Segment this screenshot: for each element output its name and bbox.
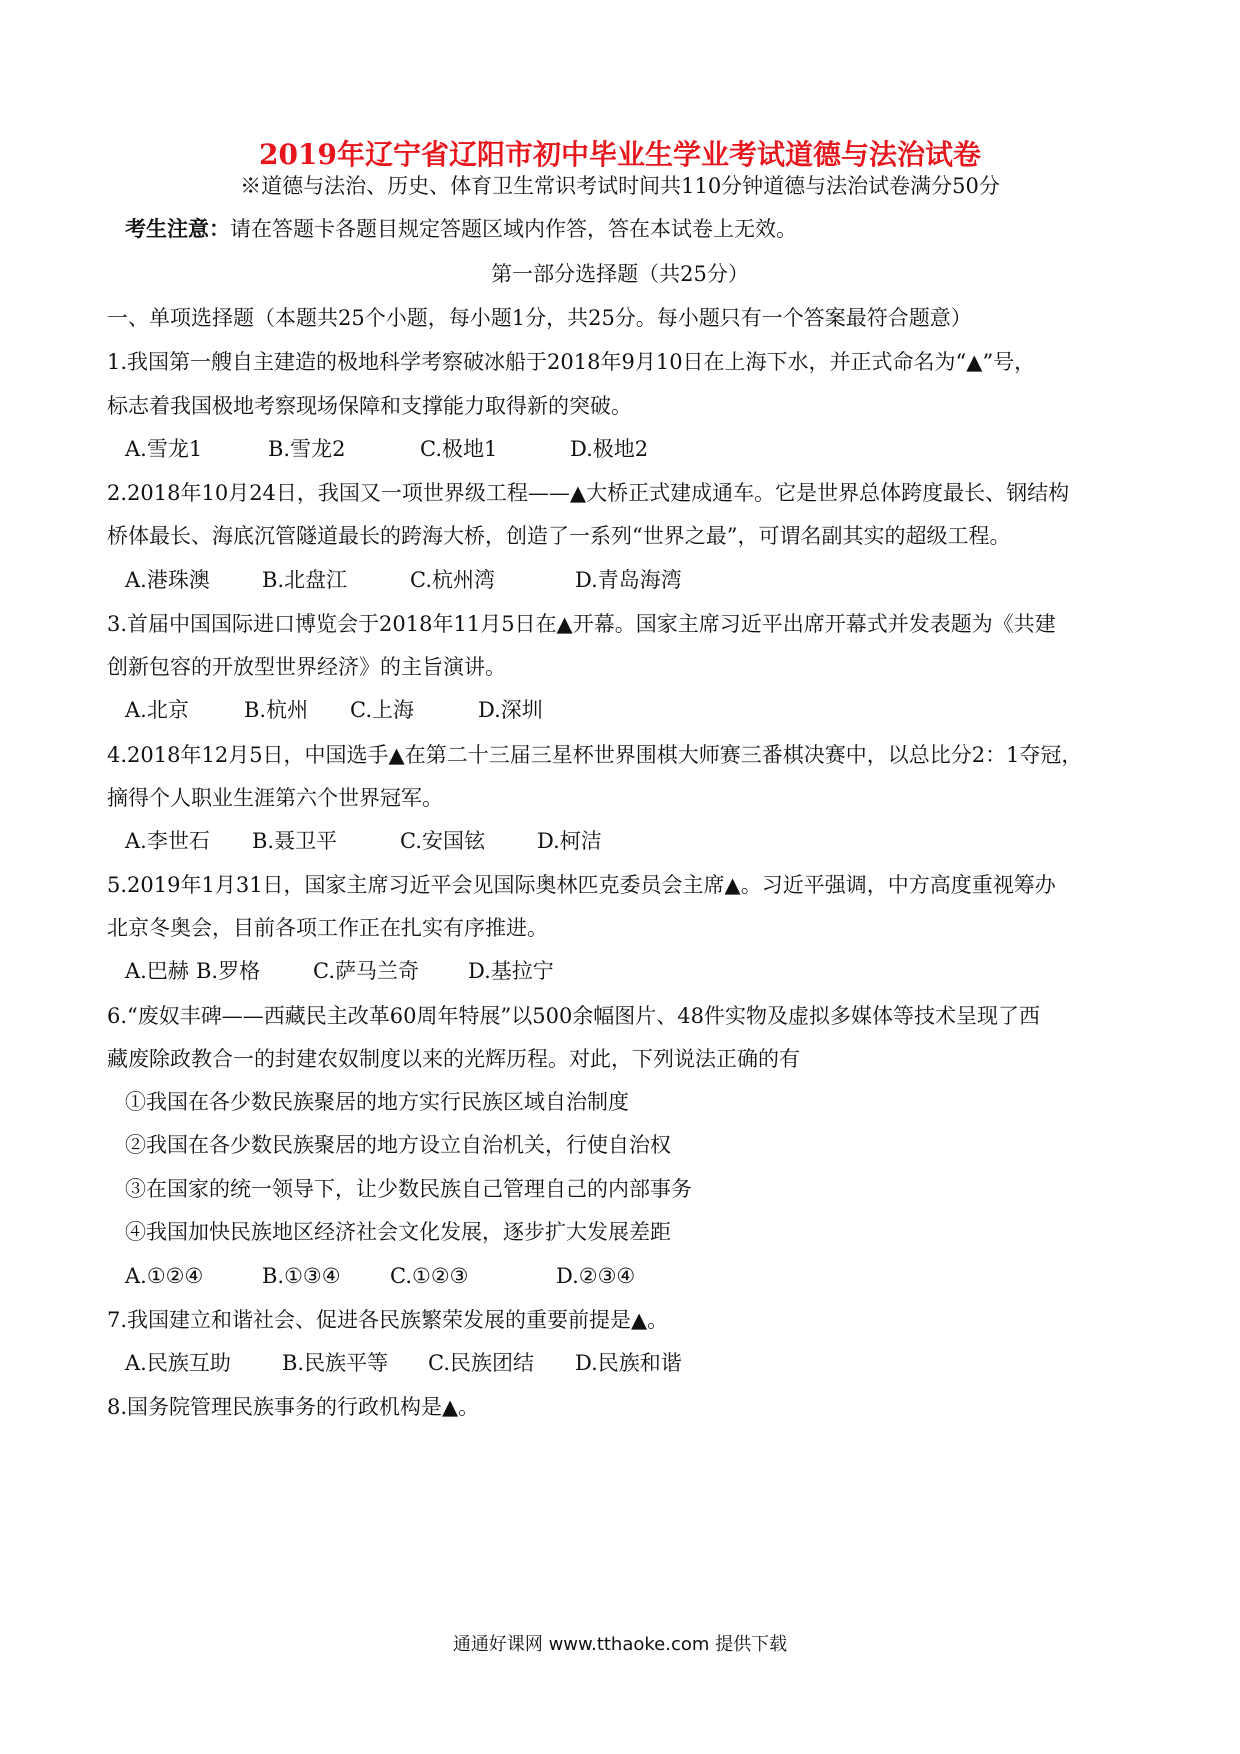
option-c: C.杭州湾 [410, 568, 495, 592]
option-b: B.民族平等 [282, 1351, 389, 1375]
question-4-line-2: 摘得个人职业生涯第六个世界冠军。 [107, 786, 443, 810]
option-c: C.安国铉 [400, 829, 485, 853]
option-b: B.罗格 [196, 959, 261, 983]
question-7-options [0, 1349, 1240, 1377]
question-8-line-1: 8.国务院管理民族事务的行政机构是▲。 [107, 1395, 480, 1419]
section-title: 一、单项选择题（本题共25个小题，每小题1分，共25分。每小题只有一个答案最符合题意） [107, 306, 972, 330]
option-b: B.杭州 [244, 698, 309, 722]
option-a: A.雪龙1 [125, 437, 203, 461]
exam-subtitle: ※道德与法治、历史、体育卫生常识考试时间共110分钟道德与法治试卷满分50分 [240, 174, 1000, 198]
question-3-line-1: 3.首届中国国际进口博览会于2018年11月5日在▲开幕。国家主席习近平出席开幕式并发表题为《共建 [107, 612, 1056, 636]
page-title: 2019年辽宁省辽阳市初中毕业生学业考试道德与法治试卷 [259, 138, 981, 171]
option-a: A.巴赫 [125, 959, 189, 983]
question-5-line-1: 5.2019年1月31日，国家主席习近平会见国际奥林匹克委员会主席▲。习近平强调，中方高度重视筹办 [107, 873, 1056, 897]
option-a: A.李世石 [125, 829, 210, 853]
question-6-line-1: 6.“废奴丰碑——西藏民主改革60周年特展”以500余幅图片、48件实物及虚拟多媒体等技术呈现了西 [107, 1004, 1041, 1028]
option-d: D.②③④ [556, 1264, 636, 1288]
question-6-statement-3: ③在国家的统一领导下，让少数民族自己管理自己的内部事务 [125, 1177, 692, 1201]
question-6-statement-1: ①我国在各少数民族聚居的地方实行民族区域自治制度 [125, 1090, 629, 1114]
question-5-line-2: 北京冬奥会，目前各项工作正在扎实有序推进。 [107, 916, 548, 940]
option-a: A.北京 [125, 698, 189, 722]
question-7-line-1: 7.我国建立和谐社会、促进各民族繁荣发展的重要前提是▲。 [107, 1308, 669, 1332]
option-b: B.雪龙2 [268, 437, 346, 461]
option-a: A.港珠澳 [125, 568, 210, 592]
page-footer: 通通好课网 www.tthaoke.com 提供下载 [452, 1634, 788, 1655]
option-a: A.①②④ [125, 1264, 204, 1288]
notice-text: 请在答题卡各题目规定答题区域内作答，答在本试卷上无效。 [230, 217, 797, 241]
option-c: C.民族团结 [428, 1351, 534, 1375]
option-c: C.萨马兰奇 [313, 959, 419, 983]
option-d: D.深圳 [478, 698, 543, 722]
option-a: A.民族互助 [125, 1351, 231, 1375]
option-d: D.基拉宁 [468, 959, 554, 983]
question-1-options [0, 435, 1240, 463]
notice-label: 考生注意： [125, 216, 230, 241]
question-3-line-2: 创新包容的开放型世界经济》的主旨演讲。 [107, 655, 506, 679]
option-c: C.①②③ [390, 1264, 469, 1288]
option-b: B.①③④ [262, 1264, 341, 1288]
option-b: B.北盘江 [262, 568, 348, 592]
question-2-line-2: 桥体最长、海底沉管隧道最长的跨海大桥，创造了一系列“世界之最”，可谓名副其实的超级工程。 [107, 524, 1011, 548]
candidate-notice [125, 215, 797, 243]
question-6-statement-2: ②我国在各少数民族聚居的地方设立自治机关，行使自治权 [125, 1133, 671, 1157]
option-d: D.民族和谐 [575, 1351, 682, 1375]
option-d: D.极地2 [570, 437, 649, 461]
question-1-line-2: 标志着我国极地考察现场保障和支撑能力取得新的突破。 [107, 394, 632, 418]
question-5-options [0, 957, 1240, 985]
question-4-options [0, 827, 1240, 855]
option-d: D.柯洁 [537, 829, 602, 853]
question-4-line-1: 4.2018年12月5日，中国选手▲在第二十三届三星杯世界围棋大师赛三番棋决赛中，以总比分2：1夺冠， [107, 743, 1083, 767]
option-d: D.青岛海湾 [575, 568, 682, 592]
question-6-line-2: 藏废除政教合一的封建农奴制度以来的光辉历程。对此，下列说法正确的有 [107, 1047, 800, 1071]
question-1-line-1: 1.我国第一艘自主建造的极地科学考察破冰船于2018年9月10日在上海下水，并正式命名为“▲”号， [107, 350, 1036, 374]
question-6-statement-4: ④我国加快民族地区经济社会文化发展，逐步扩大发展差距 [125, 1220, 671, 1244]
question-2-line-1: 2.2018年10月24日，我国又一项世界级工程——▲大桥正式建成通车。它是世界总体跨度最长、钢结构 [107, 481, 1070, 505]
question-3-options [0, 696, 1240, 724]
option-b: B.聂卫平 [252, 829, 338, 853]
question-2-options [0, 566, 1240, 594]
question-6-options [0, 1262, 1240, 1290]
option-c: C.上海 [350, 698, 414, 722]
option-c: C.极地1 [420, 437, 498, 461]
part-title: 第一部分选择题（共25分） [491, 262, 749, 286]
